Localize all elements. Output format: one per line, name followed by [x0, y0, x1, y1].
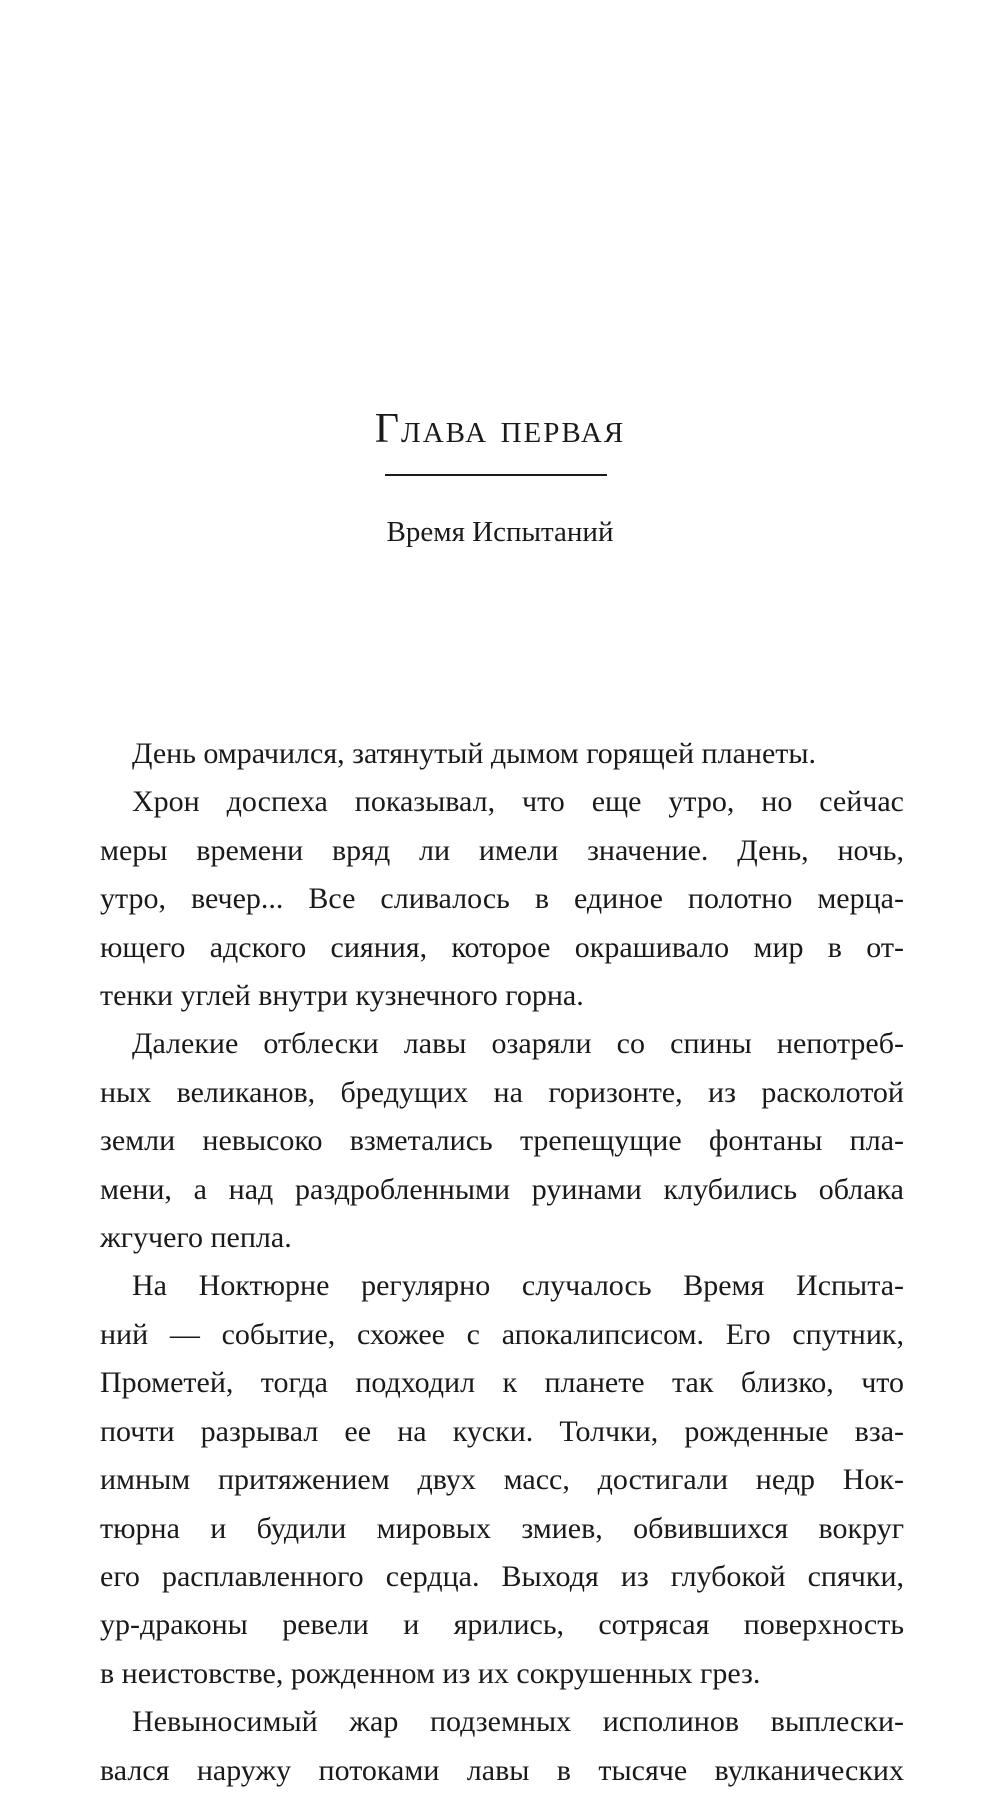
text-line: Хрон доспеха показывал, что еще утро, но сейчас [132, 785, 904, 819]
text-line: в неистовстве, рожденном из их сокрушенных грез. [100, 1656, 761, 1690]
text-line: почти разрывал ее на куски. Толчки, рожденные вза- [100, 1414, 904, 1448]
text-line: Далекие отблески лавы озаряли со спины непотреб- [132, 1027, 904, 1061]
text-line: ющего адского сияния, которое окрашивало мир в от- [100, 930, 904, 964]
paragraph [100, 778, 904, 1020]
text-line: тенки углей внутри кузнечного горна. [100, 979, 584, 1013]
paragraph [100, 1262, 904, 1698]
text-line: утро, вечер... Все сливалось в единое полотно мерца- [100, 882, 904, 916]
text-line: жгучего пепла. [100, 1221, 292, 1255]
text-line: имным притяжением двух масс, достигали недр Нок- [100, 1463, 904, 1497]
text-line: ний — событие, схожее с апокалипсисом. Его спутник, [100, 1317, 904, 1351]
paragraph [132, 730, 904, 778]
text-line: Невыносимый жар подземных исполинов выплески- [132, 1705, 904, 1739]
text-line: земли невысоко взметались трепещущие фонтаны пла- [100, 1124, 904, 1158]
text-line: На Ноктюрне регулярно случалось Время Испыта- [132, 1269, 904, 1303]
text-line: меры времени вряд ли имели значение. День, ночь, [100, 833, 904, 867]
text-line: ных великанов, бредущих на горизонте, из расколотой [100, 1075, 904, 1109]
text-line: его расплавленного сердца. Выходя из глубокой спячки, [100, 1559, 904, 1593]
paragraph [100, 1698, 904, 1795]
chapter-heading: Глава первая [374, 406, 626, 452]
text-line: вался наружу потоками лавы в тысяче вулканических [100, 1753, 904, 1787]
chapter-divider [385, 474, 607, 476]
paragraph [100, 1020, 904, 1262]
text-line: мени, а над раздробленными руинами клубились облака [100, 1172, 904, 1206]
body-text [100, 730, 904, 1795]
text-line: тюрна и будили мировых змиев, обвившихся вокруг [100, 1511, 904, 1545]
chapter-subtitle: Время Испытаний [386, 516, 614, 548]
text-line: ур-драконы ревели и ярились, сотрясая поверхность [100, 1608, 904, 1642]
text-line: День омрачился, затянутый дымом горящей планеты. [132, 737, 817, 770]
text-line: Прометей, тогда подходил к планете так близко, что [100, 1366, 904, 1400]
